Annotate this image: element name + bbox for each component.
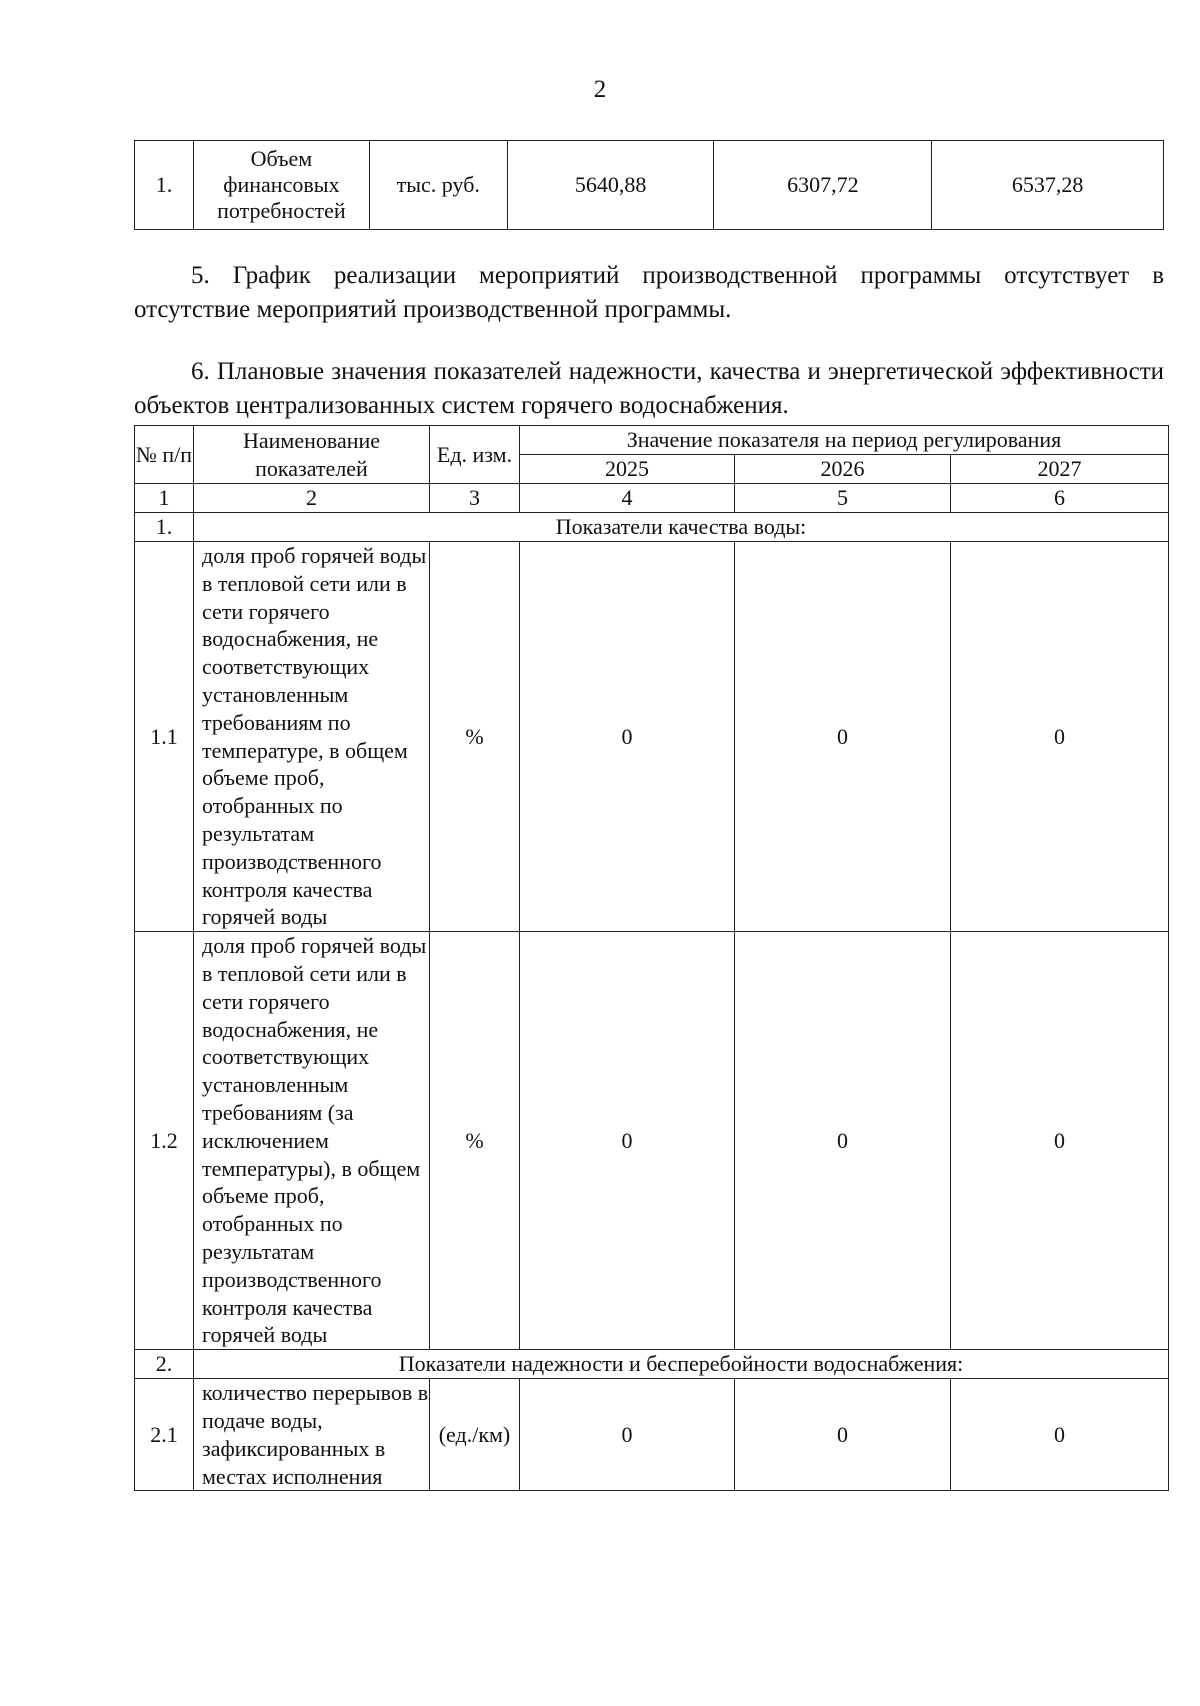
- paragraph-6: 6. Плановые значения показателей надежности, качества и энергетической эффективности объектов централизованных систем горячего водоснабжения.: [134, 358, 1164, 419]
- indicator-name: доля проб горячей воды в тепловой сети или в сети горячего водоснабжения, не соответствующих установленным требованиям по температуре, в общем объеме проб, отобранных по результатам производственного контроля качества горячей воды: [194, 542, 430, 932]
- col-number: 2: [194, 484, 430, 513]
- value-cell: 5640,88: [507, 141, 714, 230]
- unit: %: [430, 932, 520, 1350]
- section-row: [135, 1350, 1169, 1379]
- table-row: [135, 141, 1164, 230]
- indicators-table: [134, 425, 1169, 1491]
- col-number: 4: [520, 484, 735, 513]
- row-number: 1.: [135, 141, 194, 230]
- col-number: 6: [951, 484, 1169, 513]
- indicator-name: Объем финансовых потребностей: [193, 141, 369, 230]
- indicator-name: доля проб горячей воды в тепловой сети или в сети горячего водоснабжения, не соответствующих установленным требованиям (за исключением температуры), в общем объеме проб, отобранных по результатам производственного контроля качества горячей воды: [194, 932, 430, 1350]
- unit: (ед./км): [430, 1379, 520, 1491]
- value-cell: 6307,72: [714, 141, 932, 230]
- value-cell: 0: [735, 1379, 951, 1491]
- header-num: № п/п: [135, 426, 194, 484]
- header-year: 2026: [735, 455, 951, 484]
- unit: тыс. руб.: [369, 141, 507, 230]
- section-number: 2.: [135, 1350, 194, 1379]
- finance-table: [134, 140, 1164, 230]
- table-row: [135, 932, 1169, 1350]
- section-title: Показатели надежности и бесперебойности водоснабжения:: [194, 1350, 1169, 1379]
- col-number: 5: [735, 484, 951, 513]
- row-number: 2.1: [135, 1379, 194, 1491]
- value-cell: 0: [735, 542, 951, 932]
- section-number: 1.: [135, 513, 194, 542]
- value-cell: 0: [520, 542, 735, 932]
- table-row: [135, 542, 1169, 932]
- indicator-name: количество перерывов в подаче воды, зафиксированных в местах исполнения: [194, 1379, 430, 1491]
- header-period: Значение показателя на период регулирования: [520, 426, 1169, 455]
- paragraph-5: 5. График реализации мероприятий производственной программы отсутствует в отсутствие мероприятий производственной программы.: [134, 262, 1164, 323]
- value-cell: 0: [520, 932, 735, 1350]
- unit: %: [430, 542, 520, 932]
- row-number: 1.2: [135, 932, 194, 1350]
- value-cell: 0: [520, 1379, 735, 1491]
- header-year: 2025: [520, 455, 735, 484]
- header-unit: Ед. изм.: [430, 426, 520, 484]
- col-number: 3: [430, 484, 520, 513]
- header-year: 2027: [951, 455, 1169, 484]
- value-cell: 6537,28: [932, 141, 1164, 230]
- page-number: 2: [593, 76, 607, 103]
- value-cell: 0: [951, 1379, 1169, 1491]
- header-name: Наименование показателей: [194, 426, 430, 484]
- section-row: [135, 513, 1169, 542]
- value-cell: 0: [951, 932, 1169, 1350]
- section-title: Показатели качества воды:: [194, 513, 1169, 542]
- value-cell: 0: [735, 932, 951, 1350]
- table-row: [135, 1379, 1169, 1491]
- row-number: 1.1: [135, 542, 194, 932]
- column-numbers-row: [135, 484, 1169, 513]
- col-number: 1: [135, 484, 194, 513]
- value-cell: 0: [951, 542, 1169, 932]
- table-header-row: [135, 426, 1169, 455]
